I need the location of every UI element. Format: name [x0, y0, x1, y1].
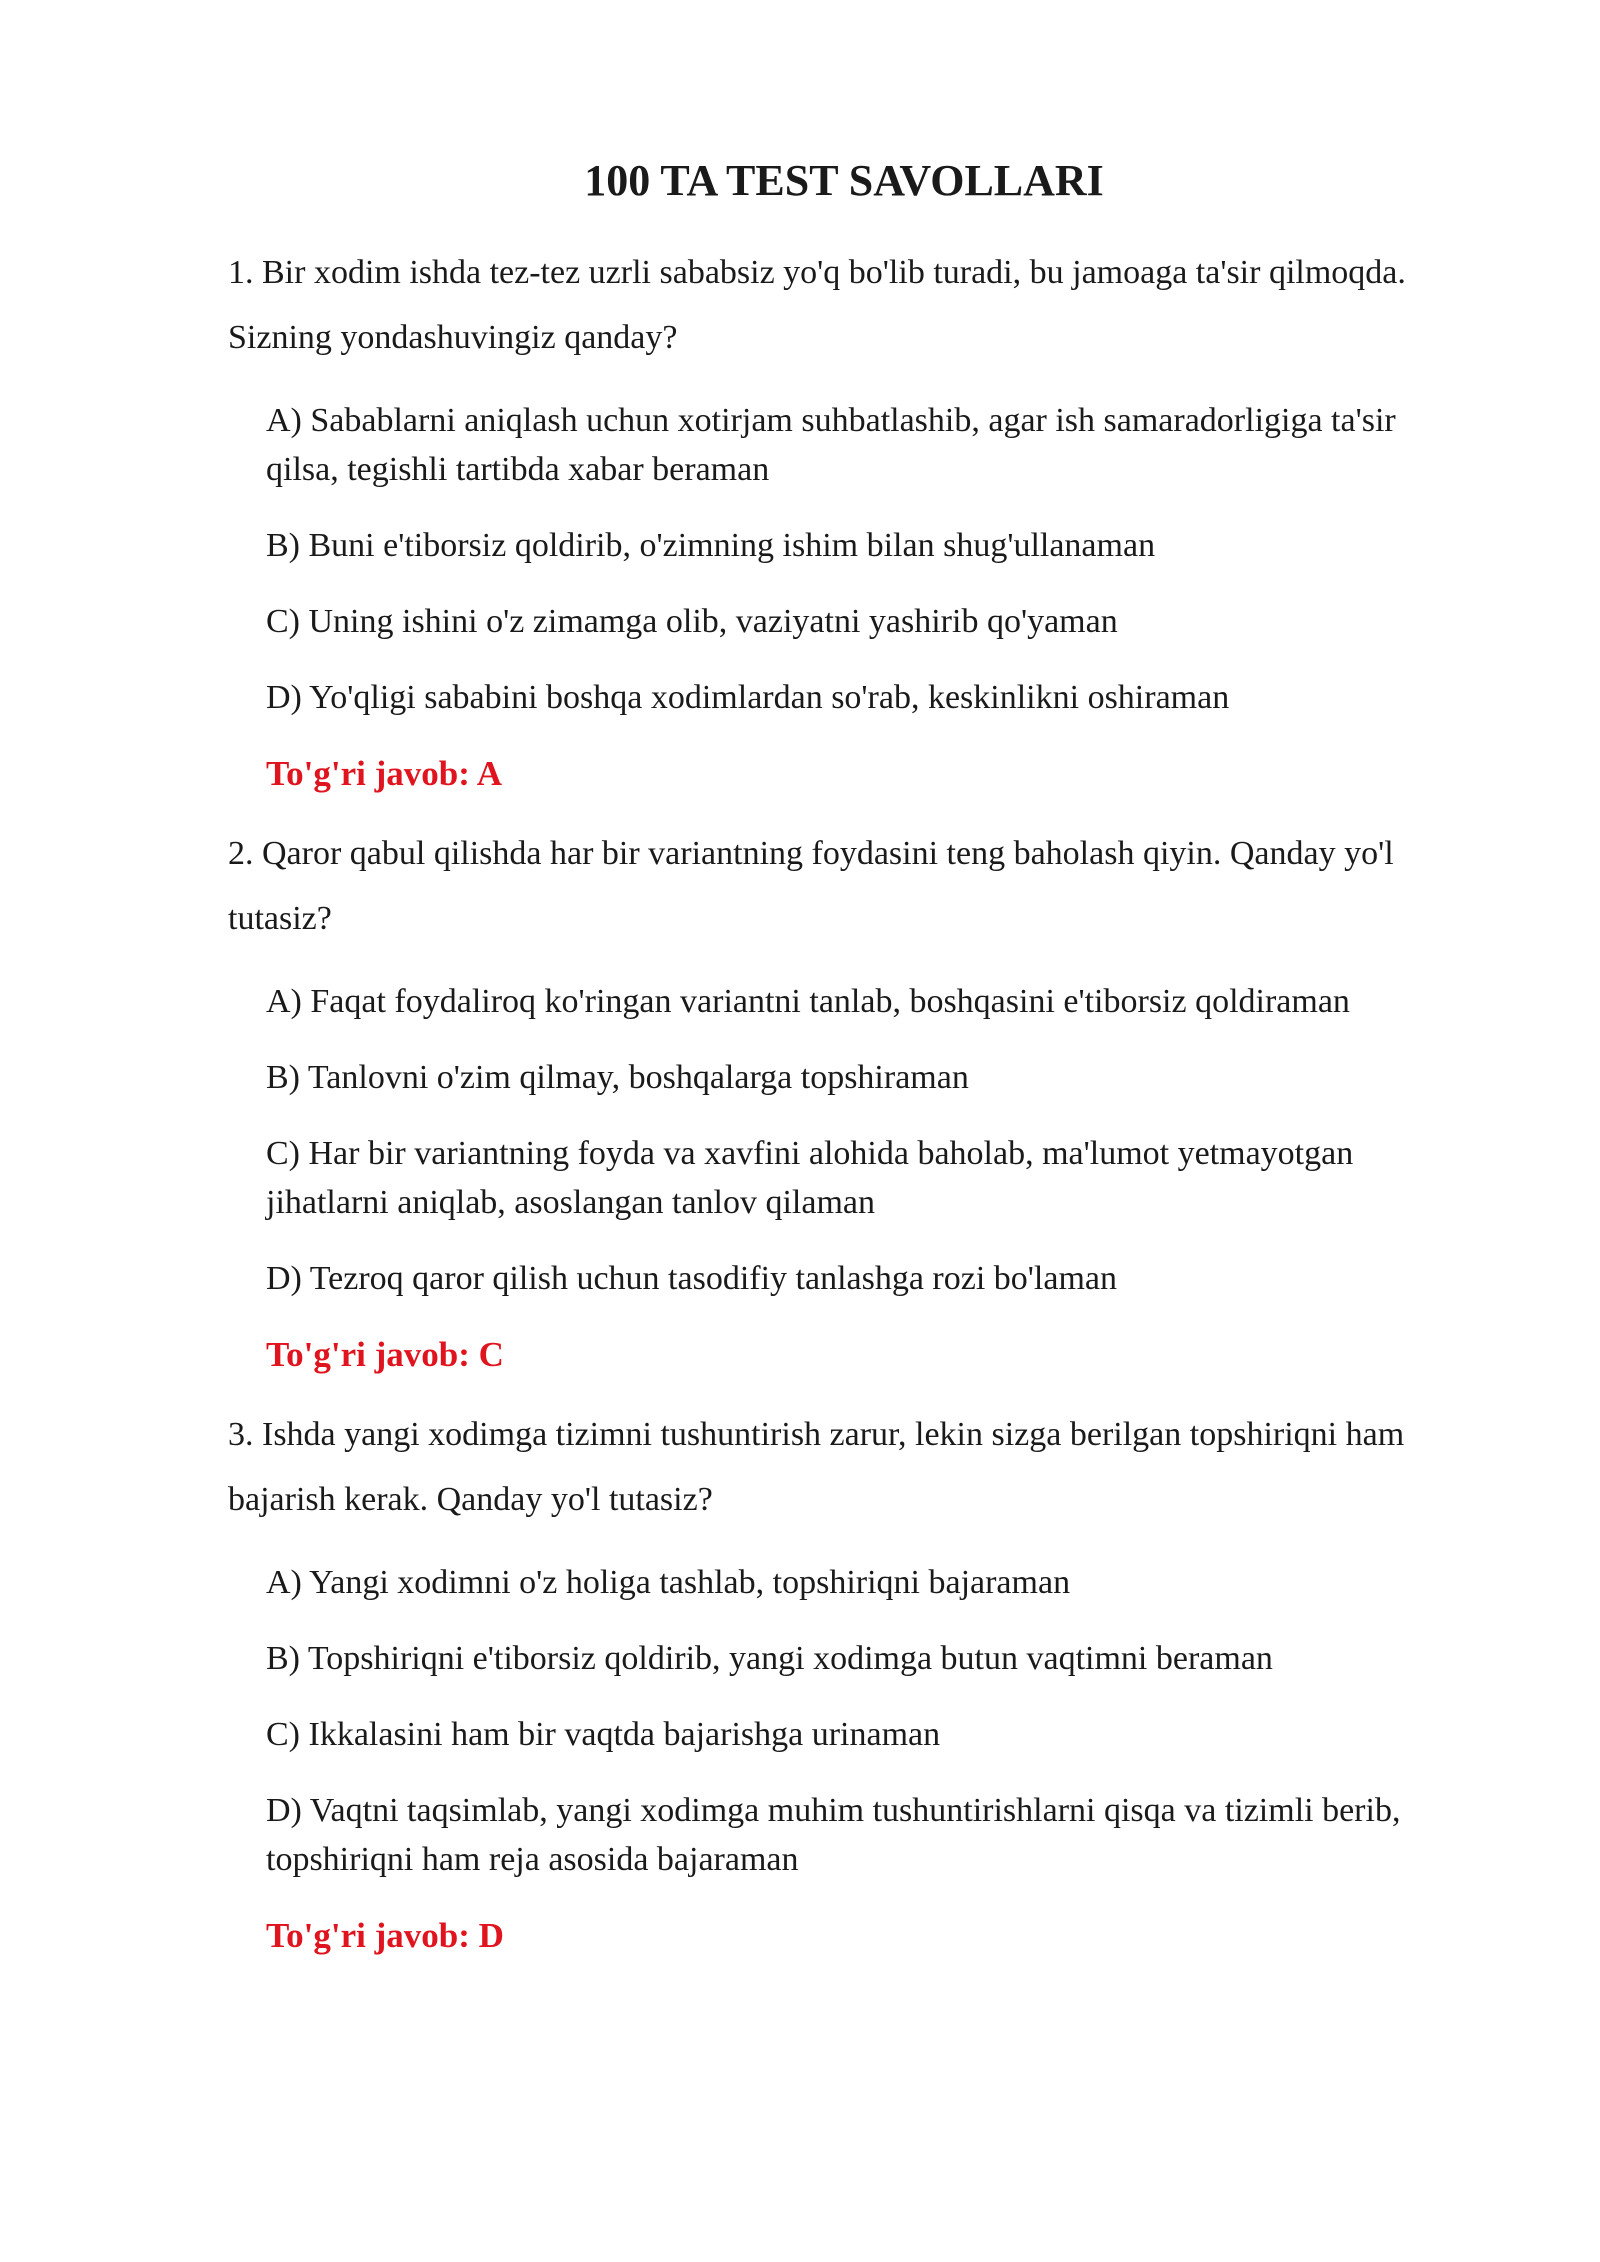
document-title: 100 TA TEST SAVOLLARI [584, 156, 1104, 205]
option-b: B) Tanlovni o'zim qilmay, boshqalarga topshiraman [266, 1059, 969, 1096]
question-3 [228, 1402, 1460, 1961]
answer-label: To'g'ri javob: [266, 1335, 470, 1374]
correct-answer [228, 1911, 1460, 1961]
answer-letter: C [478, 1335, 504, 1374]
options-list [228, 1558, 1460, 1884]
option-c: C) Har bir variantning foyda va xavfini alohida baholab, ma'lumot yetmayotgan jihatlarni aniqlab, asoslangan tanlov qilaman [266, 1135, 1354, 1221]
option-b: B) Buni e'tiborsiz qoldirib, o'zimning ishim bilan shug'ullanaman [266, 527, 1156, 564]
option-c: C) Ikkalasini ham bir vaqtda bajarishga urinaman [266, 1716, 941, 1753]
option-c: C) Uning ishini o'z zimamga olib, vaziyatni yashirib qo'yaman [266, 603, 1118, 640]
question-text: 3. Ishda yangi xodimga tizimni tushuntirish zarur, lekin sizga berilgan topshiriqni ham bajarish kerak. Qanday yo'l tutasiz? [228, 1416, 1405, 1518]
option-d: D) Vaqtni taqsimlab, yangi xodimga muhim tushuntirishlarni qisqa va tizimli berib, topshiriqni ham reja asosida bajaraman [266, 1792, 1401, 1878]
option-a: A) Faqat foydaliroq ko'ringan variantni tanlab, boshqasini e'tiborsiz qoldiraman [266, 983, 1350, 1020]
answer-letter: D [478, 1916, 504, 1955]
answer-label: To'g'ri javob: [266, 1916, 470, 1955]
correct-answer [228, 1330, 1460, 1380]
question-1 [228, 240, 1460, 799]
option-d: D) Yo'qligi sababini boshqa xodimlardan so'rab, keskinlikni oshiraman [266, 679, 1230, 716]
answer-label: To'g'ri javob: [266, 754, 470, 793]
option-b: B) Topshiriqni e'tiborsiz qoldirib, yangi xodimga butun vaqtimni beraman [266, 1640, 1273, 1677]
question-text: 1. Bir xodim ishda tez-tez uzrli sababsiz yo'q bo'lib turadi, bu jamoaga ta'sir qilmoqda. Sizning yondashuvingiz qanday? [228, 254, 1406, 356]
question-2 [228, 821, 1460, 1380]
option-a: A) Sabablarni aniqlash uchun xotirjam suhbatlashib, agar ish samaradorligiga ta'sir qilsa, tegishli tartibda xabar beraman [266, 402, 1396, 488]
correct-answer [228, 749, 1460, 799]
option-d: D) Tezroq qaror qilish uchun tasodifiy tanlashga rozi bo'laman [266, 1260, 1117, 1297]
answer-letter: A [476, 754, 502, 793]
options-list [228, 396, 1460, 722]
option-a: A) Yangi xodimni o'z holiga tashlab, topshiriqni bajaraman [266, 1564, 1071, 1601]
options-list [228, 977, 1460, 1303]
question-text: 2. Qaror qabul qilishda har bir variantning foydasini teng baholash qiyin. Qanday yo'l tutasiz? [228, 835, 1394, 937]
